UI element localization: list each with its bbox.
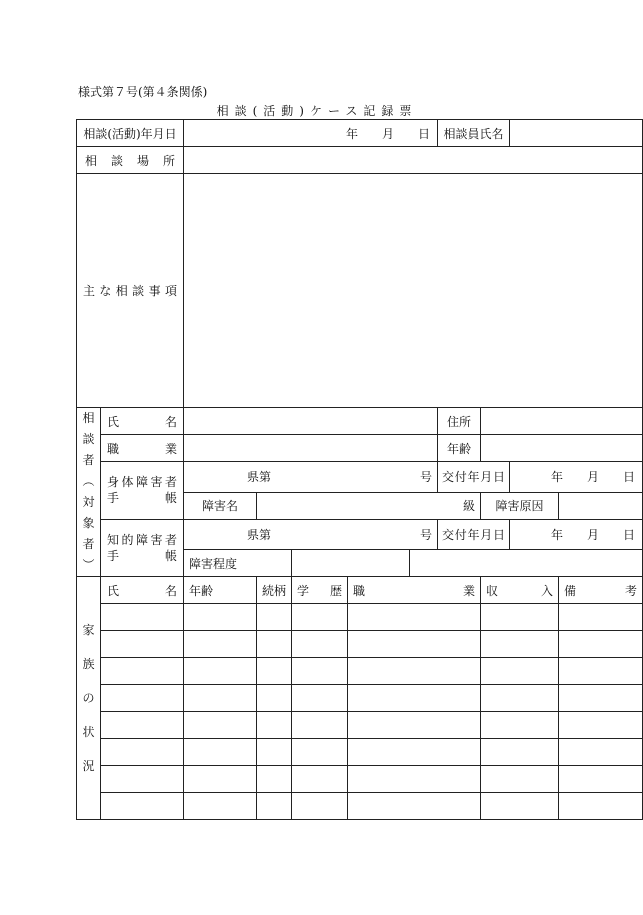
family-cell[interactable] <box>481 604 559 631</box>
cause-field[interactable] <box>559 492 643 519</box>
subject-job-row <box>77 435 643 462</box>
disability-name-label: 障害名 <box>184 492 257 519</box>
place-field[interactable] <box>184 147 643 174</box>
family-cell[interactable] <box>481 739 559 766</box>
place-label-cell <box>77 147 184 174</box>
intellectual-number-field[interactable] <box>184 519 438 550</box>
intellectual-row-1 <box>77 519 643 550</box>
family-cell[interactable] <box>184 712 257 739</box>
staff-label: 相談員氏名 <box>438 120 510 147</box>
number-unit: 号 <box>420 470 433 485</box>
family-cell[interactable] <box>101 793 184 820</box>
family-cell[interactable] <box>292 685 348 712</box>
family-header-education: 学 歴 <box>292 577 348 604</box>
family-cell[interactable] <box>257 631 292 658</box>
family-cell[interactable] <box>292 793 348 820</box>
subject-name-row <box>77 408 643 435</box>
family-cell[interactable] <box>101 631 184 658</box>
issue-date-field[interactable] <box>510 462 643 493</box>
family-cell[interactable] <box>184 739 257 766</box>
family-header-income: 収 入 <box>481 577 559 604</box>
staff-field[interactable] <box>510 120 643 147</box>
family-cell[interactable] <box>559 739 643 766</box>
family-cell[interactable] <box>184 604 257 631</box>
physical-label-cell: 身 体 障 害 者 手 帳 <box>101 462 184 520</box>
month-unit: 月 <box>587 470 600 485</box>
family-cell[interactable] <box>481 793 559 820</box>
issue-date-field[interactable] <box>510 519 643 550</box>
pref-unit: 県第 <box>247 470 272 485</box>
family-cell[interactable] <box>257 685 292 712</box>
family-cell[interactable] <box>184 685 257 712</box>
family-cell[interactable] <box>559 712 643 739</box>
day-unit: 日 <box>623 470 636 485</box>
family-cell[interactable] <box>257 766 292 793</box>
year-unit: 年 <box>550 470 563 485</box>
address-label: 住所 <box>438 408 481 435</box>
family-cell[interactable] <box>292 739 348 766</box>
family-cell[interactable] <box>348 631 481 658</box>
family-cell[interactable] <box>184 631 257 658</box>
family-cell[interactable] <box>559 658 643 685</box>
date-row <box>77 120 643 147</box>
date-field[interactable] <box>184 120 438 147</box>
family-row <box>77 793 643 820</box>
family-cell[interactable] <box>101 712 184 739</box>
date-label: 相談(活動)年月日 <box>77 120 184 147</box>
family-header-remarks: 備 考 <box>559 577 643 604</box>
degree-field[interactable] <box>292 550 410 577</box>
family-cell[interactable] <box>101 739 184 766</box>
family-cell[interactable] <box>101 766 184 793</box>
month-unit: 月 <box>587 527 600 542</box>
month-unit: 月 <box>381 126 394 141</box>
job-field[interactable] <box>184 435 438 462</box>
family-header-age: 年齢 <box>184 577 257 604</box>
age-label: 年齢 <box>438 435 481 462</box>
family-row <box>77 739 643 766</box>
family-header-job: 職 業 <box>348 577 481 604</box>
physical-row-1 <box>77 462 643 493</box>
form-code: 様式第７号(第４条関係) <box>78 85 208 99</box>
address-field[interactable] <box>481 408 643 435</box>
issue-label-cell: 交 付 年 月 日 <box>438 519 510 550</box>
family-cell[interactable] <box>348 712 481 739</box>
family-cell[interactable] <box>559 631 643 658</box>
family-cell[interactable] <box>481 631 559 658</box>
family-row <box>77 766 643 793</box>
family-cell[interactable] <box>292 604 348 631</box>
family-cell[interactable] <box>559 604 643 631</box>
year-unit: 年 <box>550 527 563 542</box>
age-field[interactable] <box>481 435 643 462</box>
name-field[interactable] <box>184 408 438 435</box>
family-cell[interactable] <box>481 658 559 685</box>
number-unit: 号 <box>420 527 433 542</box>
family-cell[interactable] <box>559 793 643 820</box>
case-record-form <box>76 119 638 820</box>
family-header-row <box>77 577 643 604</box>
family-cell[interactable] <box>348 658 481 685</box>
family-header-relation: 続 柄 <box>257 577 292 604</box>
intellectual-label-cell: 知 的 障 害 者 手 帳 <box>101 519 184 577</box>
family-cell[interactable] <box>184 793 257 820</box>
day-unit: 日 <box>623 527 636 542</box>
family-row <box>77 631 643 658</box>
main-row <box>77 174 643 408</box>
family-cell[interactable] <box>101 604 184 631</box>
main-field[interactable] <box>184 174 643 408</box>
main-label-cell <box>77 174 184 408</box>
family-cell[interactable] <box>257 658 292 685</box>
family-cell[interactable] <box>257 604 292 631</box>
family-cell[interactable] <box>292 631 348 658</box>
issue-label-cell: 交 付 年 月 日 <box>438 462 510 493</box>
day-unit: 日 <box>418 126 431 141</box>
cause-label: 障害原因 <box>481 492 559 519</box>
family-cell[interactable] <box>481 766 559 793</box>
main-label: 主 な 相 談 事 項 <box>83 284 177 298</box>
family-cell[interactable] <box>348 604 481 631</box>
family-cell[interactable] <box>257 739 292 766</box>
family-cell[interactable] <box>559 766 643 793</box>
grade-unit: 級 <box>463 499 476 513</box>
family-cell[interactable] <box>292 766 348 793</box>
family-cell[interactable] <box>101 685 184 712</box>
family-header-name: 氏 名 <box>101 577 184 604</box>
place-row <box>77 147 643 174</box>
family-row <box>77 712 643 739</box>
pref-unit: 県第 <box>247 527 272 542</box>
family-cell[interactable] <box>481 685 559 712</box>
family-cell[interactable] <box>101 658 184 685</box>
degree-label: 障害程度 <box>189 556 238 571</box>
family-cell[interactable] <box>292 658 348 685</box>
family-cell[interactable] <box>184 766 257 793</box>
family-cell[interactable] <box>481 712 559 739</box>
name-label-cell: 氏 名 <box>101 408 184 435</box>
family-cell[interactable] <box>559 685 643 712</box>
family-row <box>77 658 643 685</box>
family-cell[interactable] <box>257 793 292 820</box>
subject-group-label: 相 談 者 ︵ 対 象 者 ︶ <box>77 408 101 577</box>
family-cell[interactable] <box>348 793 481 820</box>
family-group-label: 家 族 の 状 況 <box>77 577 101 820</box>
family-row <box>77 685 643 712</box>
place-label: 相 談 場 所 <box>85 153 175 168</box>
family-cell[interactable] <box>292 712 348 739</box>
family-cell[interactable] <box>348 739 481 766</box>
degree-label-cell <box>184 550 292 577</box>
form-title: 相談(活動)ケース記録票 <box>216 104 418 118</box>
family-cell[interactable] <box>257 712 292 739</box>
physical-number-field[interactable] <box>184 462 438 493</box>
family-row <box>77 604 643 631</box>
family-cell[interactable] <box>348 685 481 712</box>
job-label-cell: 職 業 <box>101 435 184 462</box>
year-unit: 年 <box>345 126 358 141</box>
family-cell[interactable] <box>348 766 481 793</box>
degree-extra-field[interactable] <box>410 550 643 577</box>
family-cell[interactable] <box>184 658 257 685</box>
disability-name-field[interactable] <box>257 492 481 519</box>
